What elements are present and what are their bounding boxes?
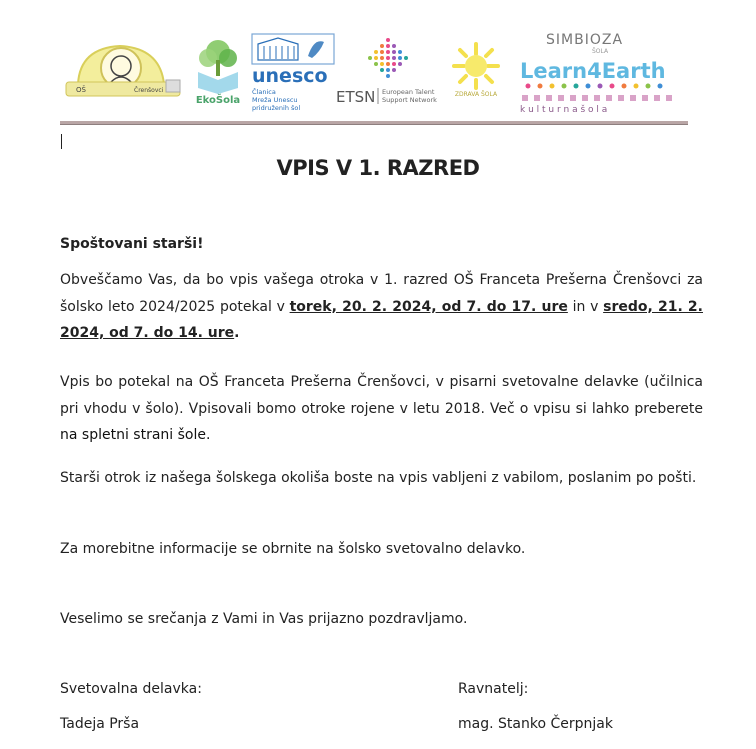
paragraph-invitation: Starši otrok iz našega šolskega okoliša boste na vpis vabljeni z vabilom, poslanim po pošti. (60, 470, 697, 486)
text-cursor (61, 134, 62, 149)
p1-date-tuesday: torek, 20. 2. 2024, od 7. do 17. ure (289, 298, 568, 315)
header-divider (60, 121, 688, 125)
etsn-sub-1: European Talent (382, 88, 435, 96)
school-seal-place: Črenšovci (134, 87, 164, 94)
p2-text: Vpis bo potekal na OŠ Franceta Prešerna Črenšovci, v pisarni svetovalne delavke (učilnica pri vhodu v šolo). Vpisovali bomo otroke rojene v letu 2018. Več o vpisu si lahko preberete (60, 374, 703, 417)
signature-right-role: Ravnatelj: (458, 681, 529, 697)
school-website-link[interactable]: na spletni strani šole. (60, 427, 211, 443)
page-title: VPIS V 1. RAZRED (276, 156, 480, 180)
zdrava-sola-logo (444, 40, 508, 98)
header-logos (60, 28, 688, 116)
paragraph-enrollment-dates (60, 267, 703, 347)
p1-text-b: in v (567, 298, 604, 315)
unesco-sub-1: Članica (252, 88, 276, 96)
p1-text-a: Obveščamo Vas, da bo vpis vašega otroka v 1. razred OŠ Franceta Prešerna Črenšovci za šolsko leto 2024/2025 potekal v (60, 272, 703, 315)
school-seal-short: OŠ (76, 86, 86, 94)
paragraph-closing: Veselimo se srečanja z Vami in Vas prijazno pozdravljamo. (60, 611, 468, 627)
p1-date-wednesday: sredo, 21. 2. 2024, od 7. do 14. ure (60, 298, 703, 341)
signature-left-name: Tadeja Prša (60, 716, 140, 732)
learn4earth-label: Learn4Earth (520, 59, 666, 83)
ekosola-label: EkoŠola (195, 95, 241, 104)
greeting: Spoštovani starši! (60, 236, 204, 252)
unesco-sub-2: Mreža Unescu (252, 96, 298, 104)
simbioza-label: SIMBIOZA (546, 32, 624, 48)
simbioza-learn4earth-logo (518, 28, 688, 116)
signature-right-name: mag. Stanko Čerpnjak (458, 716, 613, 732)
etsn-logo (336, 34, 444, 108)
zdrava-sola-label: ZDRAVA ŠOLA (454, 91, 498, 98)
paragraph-location (60, 369, 703, 449)
etsn-label: ETSN (336, 88, 376, 106)
school-seal-logo (64, 38, 182, 100)
unesco-logo (250, 32, 340, 118)
unesco-label: unesco (252, 65, 328, 87)
unesco-sub-3: pridruženih šol (252, 104, 301, 112)
simbioza-sub: ŠOLA (592, 48, 609, 55)
paragraph-contact: Za morebitne informacije se obrnite na šolsko svetovalno delavko. (60, 541, 526, 557)
p1-text-c: . (234, 325, 240, 341)
ekosola-logo (190, 36, 246, 104)
etsn-sub-2: Support Network (382, 96, 437, 104)
kulturna-sola-label: k u l t u r n a š o l a (520, 105, 608, 115)
signature-left-role: Svetovalna delavka: (60, 681, 202, 697)
